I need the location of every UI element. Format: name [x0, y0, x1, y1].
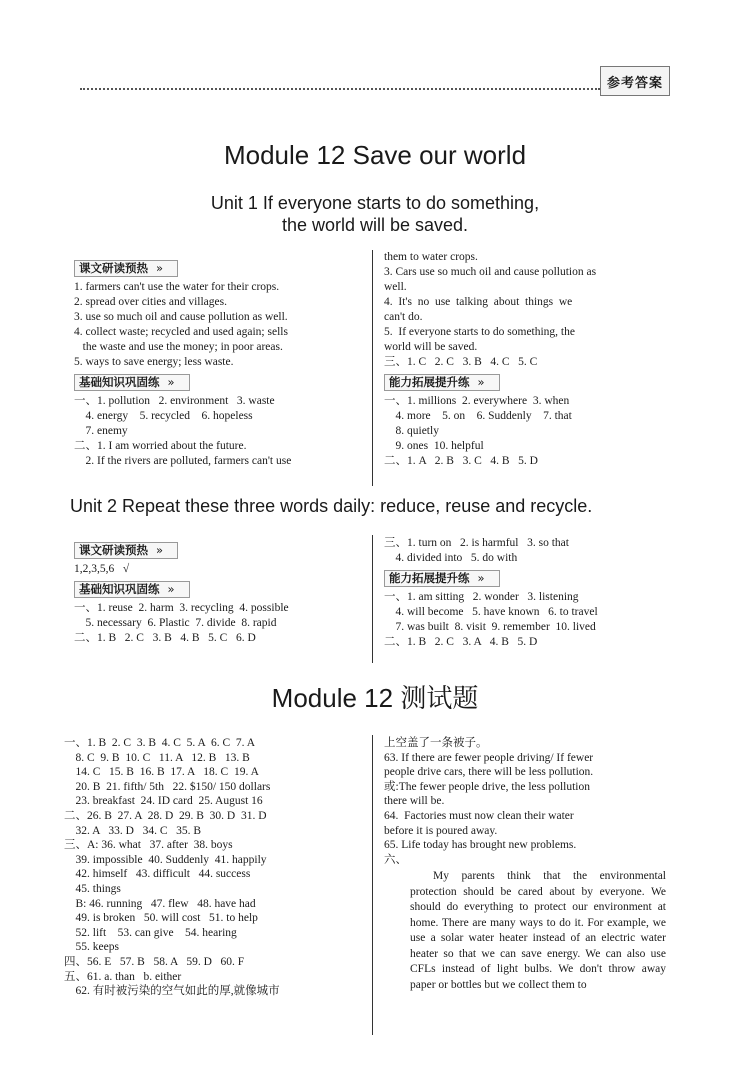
unit1-title-line2: the world will be saved.: [281, 215, 469, 235]
answer-line: 一、1. B 2. C 3. B 4. C 5. A 6. C 7. A: [64, 737, 256, 749]
answer-line: well.: [384, 281, 407, 293]
answer-line: 或:The fewer people drive, the less pollution: [384, 780, 590, 793]
answer-line: 42. himself 43. difficult 44. success: [64, 868, 251, 881]
answer-line: 14. C 15. B 16. B 17. A 18. C 19. A: [64, 766, 259, 779]
answer-line: 1,2,3,5,6 √: [74, 563, 130, 575]
unit2-right-column: [384, 536, 674, 650]
section-heading: 能力拓展提升练 »: [384, 570, 500, 587]
header-dotted-rule: [80, 88, 600, 90]
answer-line: 三、A: 36. what 37. after 38. boys: [64, 839, 233, 852]
answer-line: people drive cars, there will be less pollution.: [384, 766, 594, 779]
section-heading: 基础知识巩固练 »: [74, 581, 190, 598]
answer-line: 45. things: [64, 882, 121, 895]
answer-line: 4. divided into 5. do with: [384, 552, 518, 564]
section-heading: 能力拓展提升练 »: [384, 374, 500, 391]
answer-line: 9. ones 10. helpful: [384, 440, 484, 452]
answer-line: 62. 有时被污染的空气如此的厚,就像城市: [64, 985, 280, 998]
answer-line: 4. will become 5. have known 6. to travel: [384, 606, 598, 618]
module-title: Module 12 Save our world: [223, 140, 527, 170]
chevron-right-icon: »: [156, 543, 164, 557]
answer-line: 52. lift 53. can give 54. hearing: [64, 926, 237, 939]
section-heading: 基础知识巩固练 »: [74, 374, 190, 391]
unit1-title-line1: Unit 1 If everyone starts to do something,: [210, 193, 540, 213]
answer-line: can't do.: [384, 311, 423, 323]
answer-line: 三、1. C 2. C 3. B 4. C 5. C: [384, 356, 538, 368]
test-right-column: [384, 736, 670, 867]
answer-line: 7. was built 8. visit 9. remember 10. lived: [384, 621, 596, 633]
answer-line: 39. impossible 40. Suddenly 41. happily: [64, 853, 267, 866]
chevron-right-icon: »: [156, 261, 164, 275]
answer-line: 四、56. E 57. B 58. A 59. D 60. F: [64, 955, 245, 968]
answer-line: 64. Factories must now clean their water: [384, 809, 574, 822]
answer-line: 49. is broken 50. will cost 51. to help: [64, 912, 258, 925]
answer-line: 5. ways to save energy; less waste.: [74, 356, 234, 368]
chevron-right-icon: »: [477, 571, 485, 585]
answer-line: 二、1. B 2. C 3. A 4. B 5. D: [384, 636, 538, 648]
unit1-right-column: [384, 250, 674, 469]
chevron-right-icon: »: [167, 375, 175, 389]
answer-line: B: 46. running 47. flew 48. have had: [64, 897, 256, 910]
column-divider: [372, 735, 373, 1035]
answer-line: 1. farmers can't use the water for their crops.: [74, 281, 280, 293]
answer-line: 一、1. reuse 2. harm 3. recycling 4. possible: [74, 602, 289, 614]
answer-line: 三、1. turn on 2. is harmful 3. so that: [384, 537, 569, 549]
answer-line: 一、1. am sitting 2. wonder 3. listening: [384, 591, 579, 603]
answer-line: 4. collect waste; recycled and used again; sells: [74, 326, 288, 338]
test-title: Module 12 测试题: [271, 683, 479, 713]
answer-line: 4. energy 5. recycled 6. hopeless: [74, 410, 253, 422]
answer-line: them to water crops.: [384, 251, 478, 263]
answer-line: 5. necessary 6. Plastic 7. divide 8. rapid: [74, 617, 277, 629]
essay-paragraph: My parents think that the environmental protection should be cared about by everyone. We should do everything to protect our environment at home. There are many ways to do it. For example, we use a solar water heater instead of an electric water heater so that we can save energy. We can also use CFLs instead of light bulbs. We don't throw away paper or bottles but we collect them to: [410, 870, 666, 991]
answer-line: 2. spread over cities and villages.: [74, 296, 227, 308]
answer-line: 7. enemy: [74, 425, 128, 437]
answer-line: 55. keeps: [64, 941, 119, 954]
answer-line: there will be.: [384, 795, 445, 808]
answer-line: 二、26. B 27. A 28. D 29. B 30. D 31. D: [64, 809, 267, 822]
answer-line: 一、1. millions 2. everywhere 3. when: [384, 395, 570, 407]
answer-line: 二、1. I am worried about the future.: [74, 440, 247, 452]
section-heading: 课文研读预热 »: [74, 260, 178, 277]
section-heading: 课文研读预热 »: [74, 542, 178, 559]
answer-line: 上空盖了一条被子。: [384, 737, 488, 749]
answer-line: world will be saved.: [384, 341, 478, 353]
unit1-left-column: [74, 256, 366, 469]
unit2-title: Unit 2 Repeat these three words daily: reduce, reuse and recycle.: [70, 496, 593, 516]
header-label: 参考答案: [600, 66, 670, 96]
answer-line: before it is poured away.: [384, 824, 498, 837]
answer-line: 六、: [384, 853, 407, 866]
answer-line: 63. If there are fewer people driving/ If fewer: [384, 751, 594, 764]
answer-line: 五、61. a. than b. either: [64, 970, 182, 983]
answer-line: 3. use so much oil and cause pollution as well.: [74, 311, 288, 323]
unit2-left-column: [74, 538, 366, 646]
answer-line: 3. Cars use so much oil and cause pollution as: [384, 266, 597, 278]
answer-line: 20. B 21. fifth/ 5th 22. $150/ 150 dollars: [64, 780, 271, 793]
answer-line: 一、1. pollution 2. environment 3. waste: [74, 395, 275, 407]
test-left-column: [64, 736, 368, 999]
answer-line: 二、1. B 2. C 3. B 4. B 5. C 6. D: [74, 632, 256, 644]
answer-line: 8. quietly: [384, 425, 439, 437]
answer-line: 32. A 33. D 34. C 35. B: [64, 824, 202, 837]
answer-line: 4. It's no use talking about things we: [384, 296, 573, 308]
column-divider: [372, 535, 373, 663]
answer-line: 二、1. A 2. B 3. C 4. B 5. D: [384, 455, 538, 467]
chevron-right-icon: »: [477, 375, 485, 389]
answer-line: 4. more 5. on 6. Suddenly 7. that: [384, 410, 572, 422]
answer-line: 5. If everyone starts to do something, the: [384, 326, 575, 338]
chevron-right-icon: »: [167, 582, 175, 596]
answer-line: 8. C 9. B 10. C 11. A 12. B 13. B: [64, 751, 250, 764]
answer-line: the waste and use the money; in poor areas.: [74, 341, 283, 353]
unit1-title: [0, 192, 750, 236]
answer-line: 23. breakfast 24. ID card 25. August 16: [64, 795, 263, 808]
column-divider: [372, 250, 373, 486]
answer-line: 2. If the rivers are polluted, farmers can't use: [74, 455, 292, 467]
answer-line: 65. Life today has brought new problems.: [384, 839, 577, 852]
